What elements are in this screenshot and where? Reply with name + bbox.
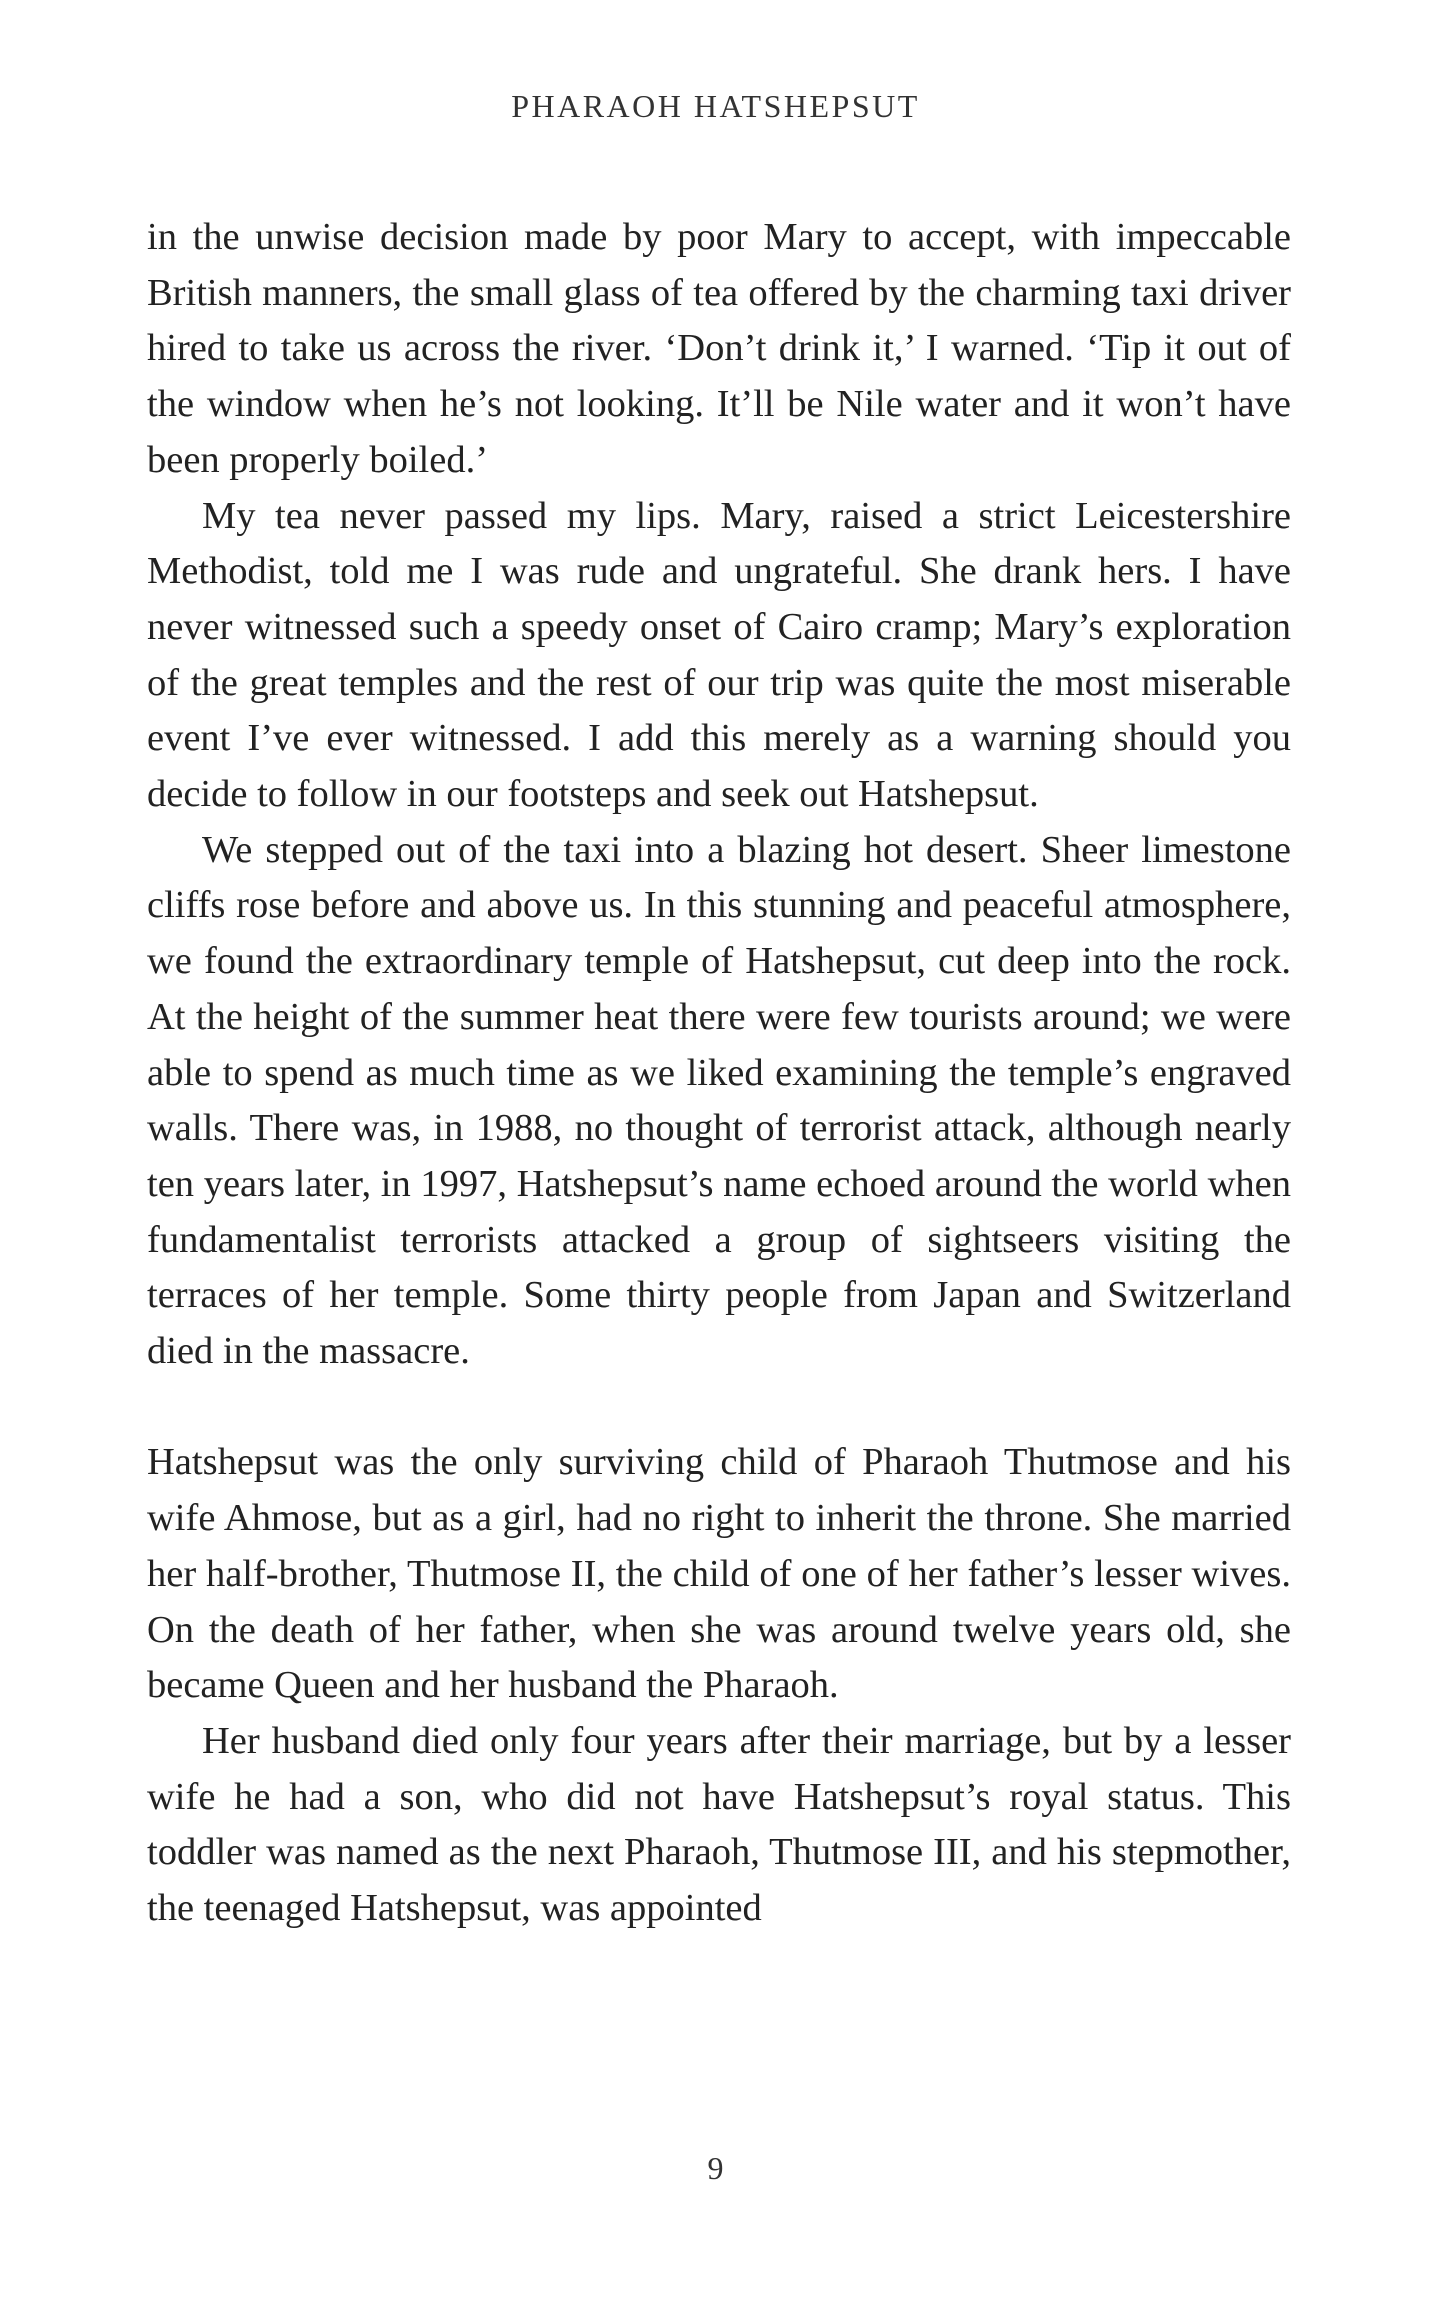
paragraph-temple-visit: We stepped out of the taxi into a blazing hot desert. Sheer limestone cliffs rose before and above us. In this stunning and peaceful atmosphere, we found the extraordinary temple of Hatshepsut, cut deep into the rock. At the height of the summer heat there were few tourists around; we were able to spend as much time as we liked examining the temple’s engraved walls. There was, in 1988, no thought of terrorist attack, although nearly ten years later, in 1997, Hatshepsut’s name echoed around the world when fundamentalist terrorists attacked a group of sightseers visiting the terraces of her temple. Some thirty people from Japan and Switzerland died in the massacre. <box>147 828 1291 1373</box>
body-text <box>147 210 1291 1937</box>
paragraph-section-start: Hatshepsut was the only surviving child of Pharaoh Thutmose and his wife Ahmose, but as a girl, had no right to inherit the throne. She married her half-brother, Thutmose II, the child of one of her father’s lesser wives. On the death of her father, when she was around twelve years old, she became Queen and her husband the Pharaoh. <box>147 1441 1291 1707</box>
page-number: 9 <box>707 2150 724 2186</box>
paragraph-continued: in the unwise decision made by poor Mary to accept, with impeccable British manners, the small glass of tea offered by the charming taxi driver hired to take us across the river. ‘Don’t drink it,’ I warned. ‘Tip it out of the window when he’s not looking. It’ll be Nile water and it won’t have been properly boiled.’ <box>147 216 1291 481</box>
section-break <box>147 1380 1291 1436</box>
paragraph-tea: My tea never passed my lips. Mary, raised a strict Leicestershire Methodist, told me I was rude and ungrateful. She drank hers. I have never witnessed such a speedy onset of Cairo cramp; Mary’s exploration of the great temples and the rest of our trip was quite the most miserable event I’ve ever witnessed. I add this merely as a warning should you decide to follow in our footsteps and seek out Hatshepsut. <box>147 494 1291 816</box>
paragraph-regency: Her husband died only four years after their marriage, but by a lesser wife he had a son, who did not have Hatshepsut’s royal status. This toddler was named as the next Pharaoh, Thutmose III, and his stepmother, the teenaged Hatshepsut, was appointed <box>147 1719 1291 1930</box>
running-head-title: PHARAOH HATSHEPSUT <box>511 88 920 124</box>
